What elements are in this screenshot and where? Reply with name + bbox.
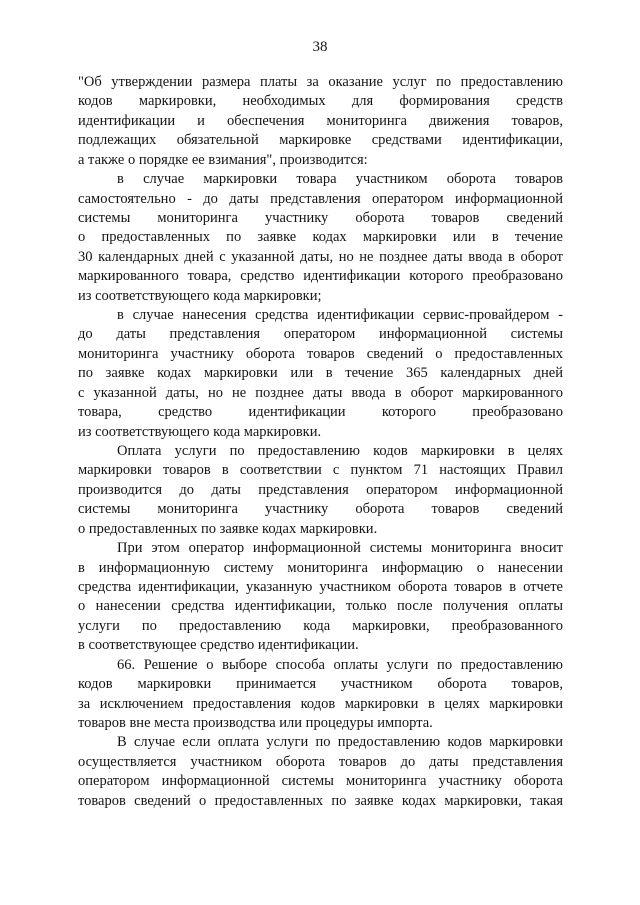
text-line: в соответствующее средство идентификации. — [78, 637, 359, 654]
paragraph-decree-title-continuation — [78, 73, 563, 170]
text-line: о нанесении средства идентификации, только после получения оплаты — [78, 598, 563, 615]
text-line: 30 календарных дней с указанной даты, но не позднее даты ввода в оборот — [78, 248, 563, 265]
text-line: 66. Решение о выборе способа оплаты услуги по предоставлению — [117, 656, 563, 673]
text-line: в случае маркировки товара участником оборота товаров — [117, 171, 563, 188]
text-line: системы мониторинга участнику оборота товаров сведений — [78, 501, 563, 518]
text-line: осуществляется участником оборота товаров до даты представления — [78, 753, 563, 770]
text-line: подлежащих обязательной маркировке средствами идентификации, — [78, 132, 563, 149]
text-line: производится до даты представления оператором информационной — [78, 481, 563, 498]
text-line: товаров сведений о предоставленных по заявке кодах маркировки, такая — [78, 792, 563, 809]
text-line: маркировки товаров в соответствии с пунктом 71 настоящих Правил — [78, 462, 563, 479]
paragraph-service-provider-marking — [78, 306, 563, 442]
text-line: с указанной даты, но не позднее даты ввода в оборот маркированного — [78, 384, 563, 401]
text-line: по заявке кодах маркировки или в течение 365 календарных дней — [78, 365, 563, 382]
text-line: в случае нанесения средства идентификации сервис-провайдером - — [117, 307, 563, 324]
text-line: товара, средство идентификации которого преобразовано — [78, 404, 563, 421]
text-line: "Об утверждении размера платы за оказание услуг по предоставлению — [78, 74, 563, 90]
paragraph-payment-point-71 — [78, 442, 563, 539]
text-line: мониторинга участнику оборота товаров сведений о предоставленных — [78, 345, 563, 362]
text-line: идентификации и обеспечения мониторинга движения товаров, — [78, 112, 563, 129]
text-line: При этом оператор информационной системы мониторинга вносит — [117, 540, 563, 557]
text-line: кодов маркировки принимается участником оборота товаров, — [78, 676, 563, 693]
text-line: маркированного товара, средство идентификации которого преобразовано — [78, 268, 563, 285]
paragraph-operator-records — [78, 539, 563, 656]
text-line: В случае если оплата услуги по предоставлению кодов маркировки — [117, 734, 563, 751]
text-line: а также о порядке ее взимания", производится: — [78, 151, 368, 168]
text-line: из соответствующего кода маркировки. — [78, 423, 322, 440]
text-line: о предоставленных по заявке кодах маркировки. — [78, 520, 378, 537]
document-body — [78, 73, 563, 811]
text-line: о предоставленных по заявке кодах маркировки или в течение — [78, 229, 563, 246]
text-line: Оплата услуги по предоставлению кодов маркировки в целях — [117, 443, 563, 460]
text-line: оператором информационной системы мониторинга участнику оборота — [78, 773, 563, 790]
paragraph-self-marking — [78, 170, 563, 306]
text-line: за исключением предоставления кодов маркировки в целях маркировки — [78, 695, 563, 712]
page-number: 38 — [312, 39, 328, 55]
text-line: услуги по предоставлению кода маркировки, преобразованного — [78, 617, 563, 634]
text-line: в информационную систему мониторинга информацию о нанесении — [78, 559, 563, 576]
paragraph-payment-before-submission — [78, 733, 563, 811]
paragraph-clause-66 — [78, 656, 563, 734]
text-line: самостоятельно - до даты представления оператором информационной — [78, 190, 563, 207]
text-line: товаров вне места производства или процедуры импорта. — [78, 714, 433, 731]
text-line: из соответствующего кода маркировки; — [78, 287, 322, 304]
text-line: системы мониторинга участнику оборота товаров сведений — [78, 209, 563, 226]
text-line: до даты представления оператором информационной системы — [78, 326, 563, 343]
text-line: средства идентификации, указанную участником оборота товаров в отчете — [78, 578, 563, 595]
text-line: кодов маркировки, необходимых для формирования средств — [78, 93, 563, 110]
